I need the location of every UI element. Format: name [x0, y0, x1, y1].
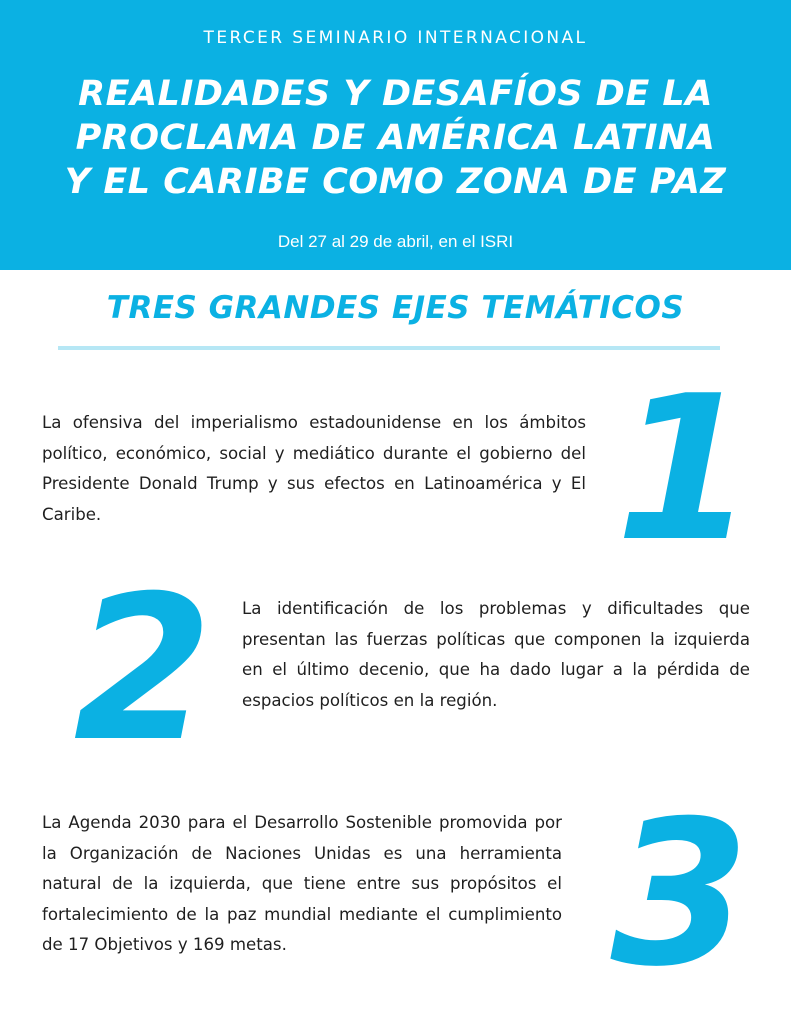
- eje-1-text: La ofensiva del imperialismo estadounidense en los ámbitos político, económico, social y mediático durante el gobierno del Presidente Donald Trump y sus efectos en Latinoamérica y El Caribe.: [42, 413, 586, 524]
- seminar-kicker: TERCER SEMINARIO INTERNACIONAL: [203, 28, 588, 48]
- section-title: TRES GRANDES EJES TEMÁTICOS: [106, 290, 685, 326]
- eje-1-number: 1: [615, 353, 755, 586]
- event-dates: Del 27 al 29 de abril, en el ISRI: [277, 232, 514, 251]
- eje-3-number: 3: [610, 778, 750, 1011]
- main-title: REALIDADES Y DESAFÍOS DE LA PROCLAMA DE AMÉRICA LATINA Y EL CARIBE COMO ZONA DE PAZ: [64, 74, 727, 202]
- eje-2-text: La identificación de los problemas y dificultades que presentan las fuerzas políticas que componen la izquierda en el último decenio, que ha dado lugar a la pérdida de espacios políticos en la región.: [242, 599, 750, 710]
- eje-2-number: 2: [73, 553, 213, 786]
- header-banner: [0, 0, 791, 270]
- eje-3-text: La Agenda 2030 para el Desarrollo Sostenible promovida por la Organización de Naciones Unidas es una herramienta natural de la izquierda, que tiene entre sus propósitos el fortalecimiento de la paz mundial mediante el cumplimiento de 17 Objetivos y 169 metas.: [42, 813, 562, 954]
- section-divider: [58, 346, 720, 350]
